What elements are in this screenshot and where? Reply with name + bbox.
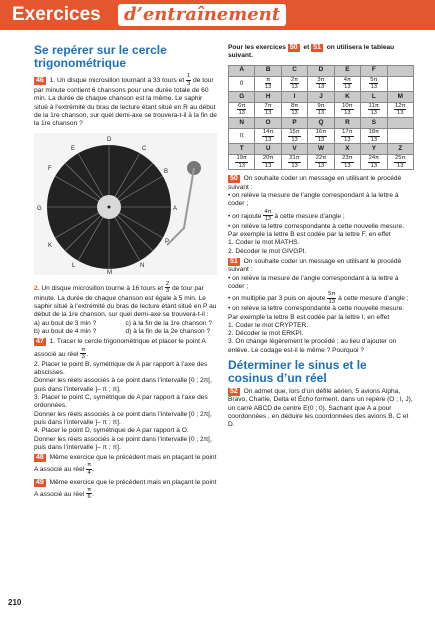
exercise-number: 49 (36, 478, 44, 486)
angle-cell: $\frac{2\pi}{13}$ (281, 76, 307, 91)
label-K: K (48, 242, 53, 249)
example-text: Par exemple la lettre B est codée par la lettre I, en effet (228, 313, 390, 321)
exercise-step: 3. Placer le point C, symétrique de A par rapport à l’axe des ordonnées. (34, 394, 208, 410)
letter-cell: S (361, 117, 387, 128)
fraction: $\frac{1}{3}$ (187, 73, 191, 87)
example-text: Par exemple la lettre B est codée par la lettre F, en effet (228, 231, 391, 239)
table-value-row (229, 128, 414, 143)
bullet: • on rajoute $\frac{4\pi}{13}$ à cette mesure d’angle ; (228, 208, 345, 223)
label-M: M (107, 269, 112, 275)
bullet: • on relève la mesure de l’angle correspondant à la lettre à coder ; (228, 191, 399, 208)
table-letter-row (229, 91, 414, 102)
table-letter-row (229, 144, 414, 155)
choice-b: b) au bout de 4 min ? (34, 328, 97, 336)
exercise-text: Même exercice que le précédent mais en plaçant le point A associé au réel (34, 454, 217, 474)
label-F: F (48, 165, 52, 172)
fraction: $\frac{\pi}{3}$ (81, 346, 86, 361)
angle-cell: $\frac{5\pi}{13}$ (361, 76, 387, 91)
exercise-51 (228, 258, 414, 355)
angle-cell: $\frac{23\pi}{13}$ (334, 155, 360, 170)
exercise-text: Un disque microsillon tourne à 16 tours et (41, 284, 164, 292)
letter-cell: J (308, 91, 334, 102)
exercise-text: de tour par minute. La durée de chaque chanson est égale à 5 min. Le saphir situé à l’extrémité du bras de lecture étant situé en P au début de la 1re chanson, sur quel demi-axe se trouvera-t-il : (34, 284, 217, 319)
angle-cell: $\frac{7\pi}{13}$ (255, 102, 281, 117)
bullet: • on relève la lettre correspondante à cette nouvelle mesure. (228, 222, 405, 230)
letter-cell: M (387, 91, 413, 102)
letter-cell: I (281, 91, 307, 102)
angle-cell: $\frac{24\pi}{13}$ (361, 155, 387, 170)
exercise-step: Donner les réels associés à ce point dans l’intervalle [0 ; 2π[, puis dans l’intervalle ]– π ; π]. (34, 435, 212, 451)
exercise-50 (228, 175, 414, 256)
choice-c: c) à la fin de la 1re chanson ? (125, 319, 213, 327)
label-C: C (142, 145, 147, 152)
exercise-text: Tracer le cercle trigonométrique et placer le point A associé au réel (34, 338, 206, 358)
angle-cell: $\frac{14\pi}{13}$ (255, 128, 281, 143)
fraction: $\frac{2}{3}$ (165, 280, 170, 295)
question: 2. Décoder le mot GIVGPI. (228, 247, 307, 255)
choice-a: a) au bout de 3 min ? (34, 319, 97, 327)
answer-choices (34, 320, 217, 337)
letter-cell: U (255, 144, 281, 155)
angle-cell: $\frac{4\pi}{13}$ (334, 76, 360, 91)
page-number: 210 (8, 598, 22, 607)
letter-cell: O (255, 117, 281, 128)
step-number: 1 (49, 76, 54, 84)
exercise-number: 47 (36, 338, 44, 346)
letter-cell: Y (361, 144, 387, 155)
exercise-text: de tour par minute contient 6 chansons pour une durée totale de 60 min. La durée de chaque chanson est la même. Le saphir situé à l’extrémité du bras de lecture étant situé en R au début de la 1re chanson, sur quel demi-axe se trouvera-t-il à la fin de la 1re chanson ? (34, 76, 217, 128)
bullet: • on relève la mesure de l’angle correspondant à la lettre à coder ; (228, 274, 399, 290)
angle-cell: $\frac{9\pi}{13}$ (308, 102, 334, 117)
letter-cell: K (334, 91, 360, 102)
table-value-row (229, 76, 414, 91)
angle-cell: $\frac{17\pi}{13}$ (334, 128, 360, 143)
exercise-number: 50 (230, 175, 238, 183)
letter-cell: A (229, 65, 255, 76)
exercise-52 (228, 388, 414, 429)
angle-cell: $\frac{21\pi}{13}$ (281, 155, 307, 170)
angle-cell (387, 128, 413, 143)
letter-cell (387, 117, 413, 128)
step-number: 1. (49, 338, 56, 346)
table-value-row (229, 102, 414, 117)
exercise-number: 52 (230, 388, 238, 396)
left-column (34, 44, 217, 503)
angle-cell: $\frac{8\pi}{13}$ (281, 102, 307, 117)
label-A: A (173, 205, 178, 212)
exercise-ref: 50 (289, 44, 298, 51)
letter-cell: G (229, 91, 255, 102)
angle-cell: $\frac{25\pi}{13}$ (387, 155, 413, 170)
exercise-step: Donner les réels associés à ce point dans l’intervalle [0 ; 2π[, puis dans l’intervalle ]– π ; π]. (34, 377, 212, 393)
section-title-sine-cosine: Déterminer le sinus et le cosinus d’un réel (228, 358, 367, 385)
angle-cell: $\frac{18\pi}{13}$ (361, 128, 387, 143)
exercise-text: Même exercice que le précédent mais en plaçant le point A associé au réel (34, 478, 217, 498)
letter-cell: F (361, 65, 387, 76)
letter-cell: V (281, 144, 307, 155)
letter-cell: W (308, 144, 334, 155)
chapter-header (0, 0, 435, 30)
exercise-number: 48 (36, 454, 44, 462)
letter-cell: D (308, 65, 334, 76)
angle-cell: $\frac{20\pi}{13}$ (255, 155, 281, 170)
header-title: Exercices (12, 4, 101, 25)
exercise-text: On souhaite coder un message en utilisant le procédé suivant : (228, 175, 402, 191)
letter-cell: R (334, 117, 360, 128)
exercise-text: On admet que, lors d’un défilé aérien, 5 avions Alpha, Bravo, Charlie, Delta et Écho forment, dans un repère (O ; I, J), un carré ABCD de centre E(0 ; 0). Sachant que A a pour coordonnées (228, 388, 413, 420)
exercise-47: 47 1. Tracer le cercle trigonométrique et placer le point A associé au réel $\frac{\pi}{3}$ . 2. Placer le point B, symétrique de A par rapport à l’axe des abscisses. Donner les réels associés à ce point dans l’intervalle [0 ; 2π[, puis dans l’intervalle ]– π ; π]. 3. Placer le point C, symétrique de A par rapport à l’axe des ordonnées. Donner les réels associés à ce point dans l’intervalle [0 ; 2π[, puis dans l’intervalle ]– π ; π]. 4. Placer le point D, symétrique de A par rapport à O. Donner les réels associés à ce point dans l’intervalle [0 ; 2π[, puis dans l’intervalle ]– π ; π]. (34, 338, 217, 452)
tonearm (167, 168, 194, 245)
angle-cell: $\frac{\pi}{13}$ (255, 76, 281, 91)
exercise-step: 4. Placer le point D, symétrique de A par rapport à O. (34, 427, 189, 435)
exercise-text: Un disque microsillon tournant à 33 tours et (56, 76, 185, 84)
table-letter-row (229, 117, 414, 128)
question: 1. Coder le mot MATHS. (228, 239, 300, 247)
exercise-48: 48 Même exercice que le précédent mais en plaçant le point A associé au réel $\frac{\pi}{4}$ . (34, 454, 217, 476)
table-value-row (229, 155, 414, 170)
label-G: G (37, 205, 42, 212)
turntable-figure (34, 133, 217, 275)
angle-cell: $\frac{6\pi}{13}$ (229, 102, 255, 117)
turntable-drawing (34, 133, 217, 275)
exercise-49: 49 Même exercice que le précédent mais en plaçant le point A associé au réel $\frac{\pi}{6}$ . (34, 478, 217, 501)
label-D: D (107, 136, 112, 143)
step-number: 2. (34, 284, 40, 292)
angle-cell: $\frac{10\pi}{13}$ (334, 102, 360, 117)
angle-cell: $\frac{22\pi}{13}$ (308, 155, 334, 170)
exercise-46-part2 (34, 281, 217, 337)
angle-cell: $\frac{16\pi}{13}$ (308, 128, 334, 143)
label-E: E (71, 145, 76, 152)
label-L: L (72, 262, 76, 269)
choice-d: d) à la fin de la 2e chanson ? (125, 328, 211, 336)
question: 2. Décoder le mot ERKPI. (228, 330, 304, 338)
question: 3. On change légèrement le procédé : au lieu d’ajouter on enlève. Le codage est-il le même ? Pourquoi ? (228, 338, 397, 354)
angle-cell: π (229, 128, 255, 143)
exercise-text: On souhaite coder un message en utilisant le procédé suivant : (228, 257, 402, 274)
exercise-number: 51 (230, 257, 238, 265)
angle-cell (387, 76, 413, 91)
angle-cell: $\frac{19\pi}{13}$ (229, 155, 255, 170)
section-title-circle: Se repérer sur le cercle trigonométrique (34, 43, 167, 70)
letter-cell: T (229, 144, 255, 155)
label-B: B (164, 168, 169, 175)
exercise-text: , en déduire les coordonnées des avions B, C et D. (228, 412, 409, 429)
fraction: $\frac{\pi}{6}$ (87, 486, 92, 501)
angle-cell: $\frac{3\pi}{13}$ (308, 76, 334, 91)
table-letter-row (229, 65, 414, 76)
right-column (228, 44, 414, 432)
exercise-step: 2. Placer le point B, symétrique de A par rapport à l’axe des abscisses. (34, 360, 208, 377)
table-intro: Pour les exercices 50 et 51 on utilisera le tableau suivant. (228, 44, 395, 60)
letter-cell: P (281, 117, 307, 128)
angle-cell: $\frac{12\pi}{13}$ (387, 102, 413, 117)
letter-cell: X (334, 144, 360, 155)
letter-cell: L (361, 91, 387, 102)
exercise-46: 46 1. Un disque microsillon tournant à 33 tours et $\frac{1}{3}$ de tour par minute contient 6 chansons pour une durée totale de 60 min. La durée de chaque chanson est la même. Le saphir situé à l’extrémité du bras de lecture étant situé en R au début de la 1re chanson, sur quel demi-axe se trouvera-t-il à la fin de la 1re chanson ? (34, 73, 217, 128)
letter-cell: Q (308, 117, 334, 128)
bullet: • on multiplie par 3 puis on ajoute $\frac{5\pi}{13}$ à cette mesure d’angle ; (228, 291, 409, 305)
letter-cell: N (229, 117, 255, 128)
label-N: N (140, 262, 145, 269)
question: 1. Coder le mot CRYPTER. (228, 321, 309, 329)
fraction: $\frac{\pi}{4}$ (87, 462, 92, 476)
letter-cell (387, 65, 413, 76)
bullet: • on relève la lettre correspondante à cette nouvelle mesure. (228, 305, 405, 313)
angle-cell: $\frac{11\pi}{13}$ (361, 102, 387, 117)
letter-angle-table (228, 65, 414, 171)
exercise-number: 46 (36, 76, 44, 84)
letter-cell: H (255, 91, 281, 102)
angle-cell: 0 (229, 76, 255, 91)
label-P: P (165, 238, 170, 245)
exercise-step: Donner les réels associés à ce point dans l’intervalle [0 ; 2π[, puis dans l’intervalle ]– π ; π]. (34, 410, 212, 426)
letter-cell: E (334, 65, 360, 76)
exercise-ref: 51 (313, 44, 321, 51)
letter-cell: B (255, 65, 281, 76)
angle-cell: $\frac{15\pi}{13}$ (281, 128, 307, 143)
letter-cell: C (281, 65, 307, 76)
letter-cell: Z (387, 144, 413, 155)
header-subtitle: d’entraînement (118, 4, 286, 26)
